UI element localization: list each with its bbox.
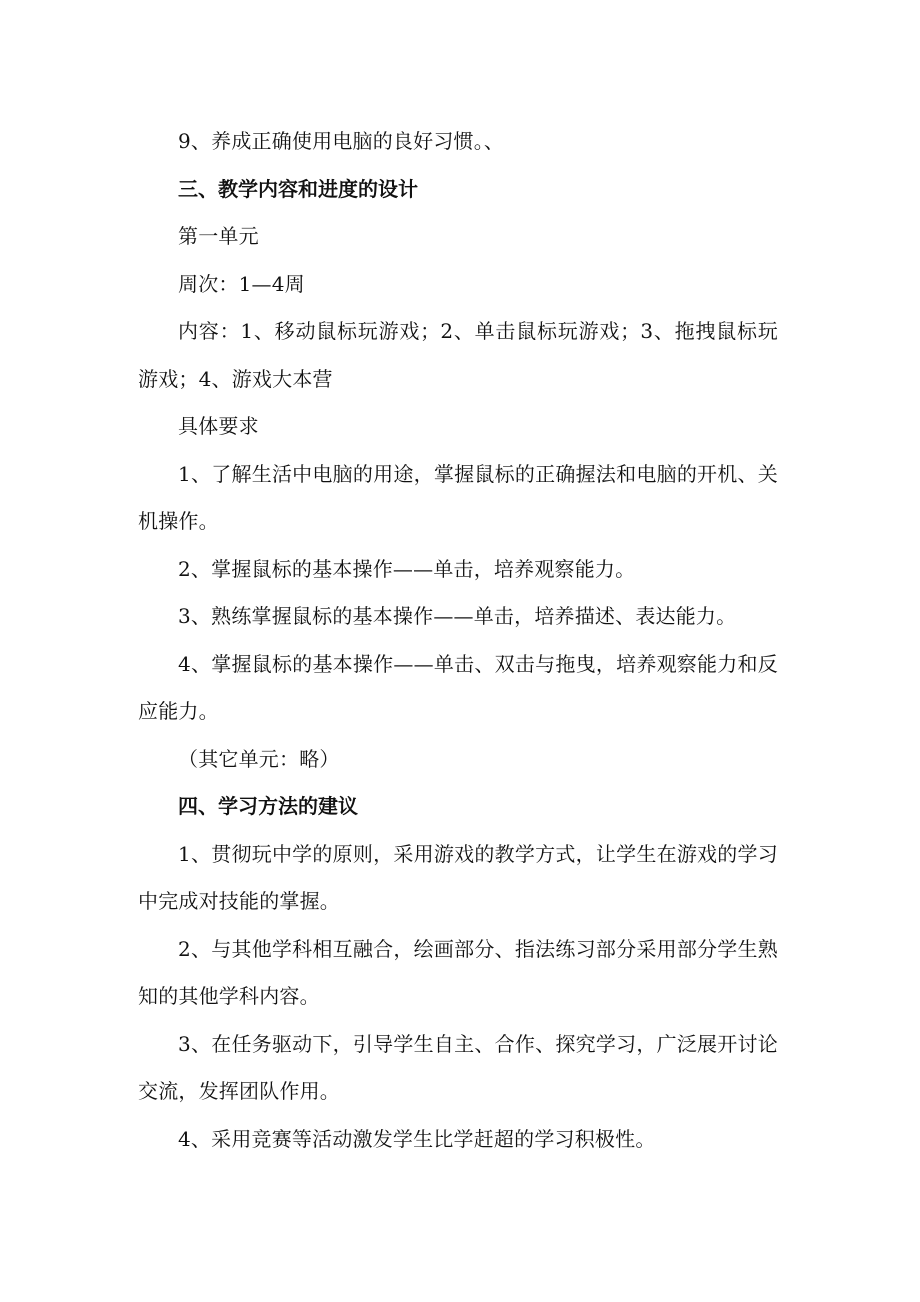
section-heading-learning-methods: 四、学习方法的建议 [178, 794, 358, 818]
paragraph-habit: 9、养成正确使用电脑的良好习惯。、 [178, 129, 505, 153]
paragraph-requirement-3: 3、熟练掌握鼠标的基本操作——单击，培养描述、表达能力。 [178, 604, 737, 628]
paragraph-weeks: 周次：1—4周 [178, 271, 305, 296]
paragraph-method-2: 2、与其他学科相互融合，绘画部分、指法练习部分采用部分学生熟知的其他学科内容。 [138, 936, 778, 1008]
paragraph-other-units: （其它单元：略） [178, 746, 340, 771]
paragraph-content: 内容：1、移动鼠标玩游戏；2、单击鼠标玩游戏；3、拖拽鼠标玩游戏；4、游戏大本营 [138, 319, 778, 391]
paragraph-method-4: 4、采用竞赛等活动激发学生比学赶超的学习积极性。 [178, 1126, 656, 1151]
section-heading-teaching-content: 三、教学内容和进度的设计 [178, 176, 418, 201]
document-body [138, 118, 778, 1163]
paragraph-unit-one: 第一单元 [178, 224, 259, 248]
paragraph-requirement-4: 4、掌握鼠标的基本操作——单击、双击与拖曳，培养观察能力和反应能力。 [138, 651, 778, 723]
paragraph-method-3: 3、在任务驱动下，引导学生自主、合作、探究学习，广泛展开讨论交流，发挥团队作用。 [138, 1031, 778, 1103]
paragraph-requirement-2: 2、掌握鼠标的基本操作——单击，培养观察能力。 [178, 556, 636, 581]
paragraph-requirements-label: 具体要求 [178, 414, 259, 438]
paragraph-requirement-1: 1、了解生活中电脑的用途，掌握鼠标的正确握法和电脑的开机、关机操作。 [138, 461, 778, 533]
paragraph-method-1: 1、贯彻玩中学的原则，采用游戏的教学方式，让学生在游戏的学习中完成对技能的掌握。 [138, 841, 778, 913]
